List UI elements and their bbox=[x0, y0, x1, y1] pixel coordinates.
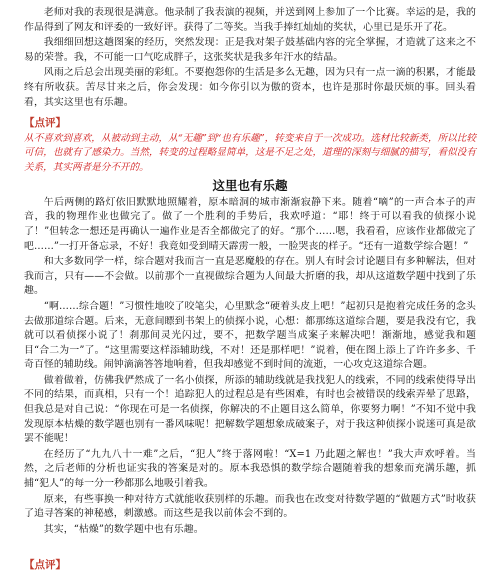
essay-title: 这里也有乐趣 bbox=[212, 177, 288, 193]
body-paragraph: 午后两侧的路灯依旧默默地照耀着，原本暗洞的城市渐渐寂静下来。随着“嘀”的一声合本子的声音，我的物理作业也做完了。做了一个胜利的手势后，我欢呼道：“耶！终于可以看我的侦探小说了！”但转念一想还是再确认一遍作业是否全都做完了的好。“那个……嗯，我看看，应该作业都做完了吧……”一打开备忘录，不好！我竟如受到晴天霹雳一般，一脸哭丧的样子。“还有一道数学综合题！” bbox=[24, 196, 476, 252]
review-text: 从不喜欢到喜欢，从被动到主动，从“无趣”到“也有乐趣”，转变来自于一次成功。选材比较新类，所以比较可信，也就有了感染力。当然，转变的过程略显简单，这是不足之处，道理的深刻与细腻的描写，看似没有关系，其实两者是分不开的。 bbox=[24, 133, 476, 173]
body-paragraph: 我细细回想这趟图案的经历，突然发现：正是我对架子鼓基础内容的完全掌握，才造就了这来之不易的荣誉。我，不可能一口气吃成胖子，这张奖状是我多年汗水的结晶。 bbox=[24, 37, 476, 63]
body-paragraph: 风雨之后总会出现美丽的彩虹。不要抱怨你的生活是多么无趣，因为只有一点一滴的积累，才能最终有所收获。苦尽甘来之后，你会发现：如今你引以为傲的资本，也许是那时你最厌烦的事。回头看看，其实这里也有乐趣。 bbox=[24, 67, 476, 108]
body-paragraph: 原来，有些事换一种对待方式就能收获别样的乐趣。而我也在改变对待数学题的“做题方式”时收获了追寻答案的神秘感，刺激感。而这些是我以前体会不到的。 bbox=[24, 493, 476, 520]
review-label: 【点评】 bbox=[24, 117, 66, 130]
body-paragraph: 在经历了“九九八十一难”之后，“犯人”终于落网啦！“X=1 乃此题之解也！”我大声欢呼着。当然，之后老师的分析也证实我的答案是对的。原本我恐惧的数学综合题随着我的想象而充满乐趣，抓捕“犯人”的每一分一秒都那么地吸引着我。 bbox=[24, 448, 476, 490]
body-paragraph: 其实，“枯燥”的数学题中也有乐趣。 bbox=[43, 523, 204, 535]
body-paragraph: 做着做着，仿佛我俨然成了一名小侦探，所添的辅助线就是我找犯人的线索，不同的线索使得导出不同的结果，而真相，只有一个！追踪犯人的过程总是有些困难，有时也会被错误的线索弄晕了思路，但我总是对自己说：“你现在可是一名侦探，你解决的不止题目这么简单，你要努力啊！”不知不觉中我发现原本枯燥的数学题也别有一番风味呢！把解数学题想象成破案子，对于我这种侦探小说迷可真是欲罢不能呢！ bbox=[24, 374, 476, 445]
body-paragraph: “啊……综合题！”习惯性地咬了咬笔尖，心里默念“硬着头皮上吧！”起初只是抱着完成任务的念头去做那道综合题。后来，无意间瞟到书架上的侦探小说，心想：都那练这道综合题，要是我没有它，我就可以看侦探小说了！刹那间灵光闪过，要不，把数学题当成案子来解决吧！渐渐地，感觉我和题目“合二为一”了。“这里需要这样添辅助线，不对！还是那样吧！”说着，便在图上添上了许许多多、千奇百怪的辅助线。闹钟滴滴答答地响着，但我却感觉不到时间的流逝，一心攻克这道综合题。 bbox=[24, 300, 476, 371]
review-label-cut: 【点评】 bbox=[24, 559, 66, 571]
body-paragraph: 老师对我的表现很是满意。他录制了我表演的视频，并送到网上参加了一个比赛。幸运的是，我的作品得到了网友和评委的一致好评。获得了二等奖。当我手捧红灿灿的奖状，心里已是乐开了花。 bbox=[24, 7, 476, 33]
body-paragraph: 和大多数同学一样，综合题对我而言一直是恶魔般的存在。别人有时会讨论题目有多种解法，但对我而言，只有——不会做。以前那个一直视做综合题为人间最大折磨的我，却从这道数学题中找到了乐趣。 bbox=[24, 256, 476, 297]
